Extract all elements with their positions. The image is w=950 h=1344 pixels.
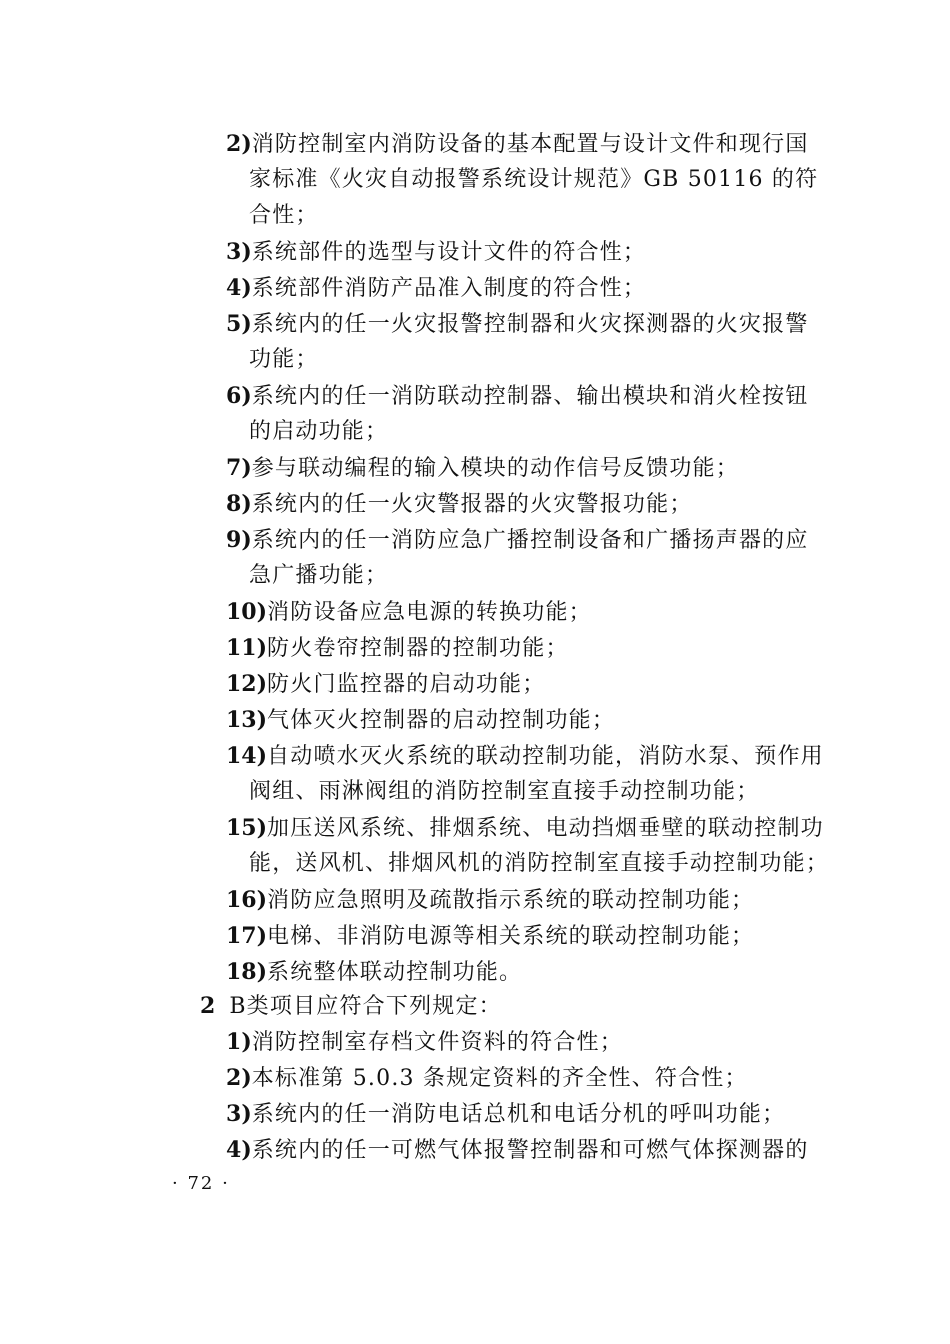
- item-line: 8)系统内的任一火灾警报器的火灾警报功能；: [226, 491, 693, 517]
- item-number: 9: [226, 527, 242, 553]
- item-text: 家标准《火灾自动报警系统设计规范》GB 50116 的符: [249, 167, 819, 192]
- item-number: 2: [226, 131, 242, 157]
- list-item: [226, 522, 826, 594]
- item-text: 能，送风机、排烟风机的消防控制室直接手动控制功能；: [249, 851, 830, 876]
- item-text: 的启动功能；: [249, 419, 389, 444]
- item-line: 2)本标准第 5.0.3 条规定资料的齐全性、符合性；: [226, 1065, 748, 1091]
- item-number: 4: [226, 1137, 242, 1163]
- item-text: 参与联动编程的输入模块的动作信号反馈功能；: [251, 456, 739, 481]
- item-number: 4: [226, 275, 242, 301]
- list-item: [226, 918, 826, 954]
- item-line: 14)自动喷水灭火系统的联动控制功能，消防水泵、预作用: [226, 743, 824, 769]
- item-text: 电梯、非消防电源等相关系统的联动控制功能；: [267, 924, 755, 949]
- list-item: [226, 1096, 826, 1132]
- list-item: [226, 630, 826, 666]
- item-line: 2)消防控制室内消防设备的基本配置与设计文件和现行国: [226, 131, 809, 157]
- list-item: [226, 594, 826, 630]
- item-number: 10: [226, 599, 257, 625]
- list-item: [226, 486, 826, 522]
- item-text: 系统内的任一消防应急广播控制设备和广播扬声器的应: [251, 528, 809, 553]
- item-number: 15: [226, 815, 257, 841]
- item-line: [226, 162, 826, 198]
- item-line: 3)系统内的任一消防电话总机和电话分机的呼叫功能；: [226, 1101, 786, 1127]
- item-number: 2: [226, 1065, 242, 1091]
- item-number: 14: [226, 743, 257, 769]
- item-number: 8: [226, 491, 242, 517]
- item-number: 13: [226, 707, 257, 733]
- item-line: 6)系统内的任一消防联动控制器、输出模块和消火栓按钮: [226, 383, 809, 409]
- item-line: 4)系统内的任一可燃气体报警控制器和可燃气体探测器的: [226, 1137, 809, 1163]
- item-line: 12)防火门监控器的启动功能；: [226, 671, 546, 697]
- item-line: [226, 342, 826, 378]
- item-line: 3)系统部件的选型与设计文件的符合性；: [226, 239, 647, 265]
- item-number: 18: [226, 959, 257, 985]
- list-item: [226, 1024, 826, 1060]
- item-line: 10)消防设备应急电源的转换功能；: [226, 599, 592, 625]
- item-text: 系统部件消防产品准入制度的符合性；: [251, 276, 647, 301]
- list-item: [226, 306, 826, 378]
- item-number: 7: [226, 455, 242, 481]
- item-text: 防火卷帘控制器的控制功能；: [267, 636, 569, 661]
- item-text: 系统内的任一火灾警报器的火灾警报功能；: [251, 492, 693, 517]
- list-item: [226, 666, 826, 702]
- item-line: 1)消防控制室存档文件资料的符合性；: [226, 1029, 623, 1055]
- item-number: 11: [226, 635, 257, 661]
- item-text: 阀组、雨淋阀组的消防控制室直接手动控制功能；: [249, 779, 760, 804]
- list-item: [226, 1060, 826, 1096]
- item-line: 5)系统内的任一火灾报警控制器和火灾探测器的火灾报警: [226, 311, 809, 337]
- item-text: 系统整体联动控制功能。: [267, 960, 523, 985]
- item-text: 系统部件的选型与设计文件的符合性；: [251, 240, 647, 265]
- item-line: [226, 414, 826, 450]
- item-number: 6: [226, 383, 242, 409]
- item-text: 加压送风系统、排烟系统、电动挡烟垂壁的联动控制功: [267, 816, 824, 841]
- item-line: 7)参与联动编程的输入模块的动作信号反馈功能；: [226, 455, 739, 481]
- section-b-heading: [200, 988, 502, 1025]
- item-line: [226, 846, 830, 882]
- item-line: 17)电梯、非消防电源等相关系统的联动控制功能；: [226, 923, 755, 949]
- list-item: [226, 882, 826, 918]
- item-text: 系统内的任一火灾报警控制器和火灾探测器的火灾报警: [251, 312, 809, 337]
- item-text: 系统内的任一消防电话总机和电话分机的呼叫功能；: [251, 1102, 786, 1127]
- list-item: [226, 810, 830, 882]
- list-item: [226, 234, 826, 270]
- item-text: 系统内的任一可燃气体报警控制器和可燃气体探测器的: [251, 1138, 809, 1163]
- list-item: [226, 270, 826, 306]
- item-text: 系统内的任一消防联动控制器、输出模块和消火栓按钮: [251, 384, 809, 409]
- item-text: 消防控制室内消防设备的基本配置与设计文件和现行国: [251, 132, 809, 157]
- item-line: 9)系统内的任一消防应急广播控制设备和广播扬声器的应: [226, 527, 809, 553]
- section-text: B类项目应符合下列规定：: [229, 994, 502, 1019]
- item-line: 18)系统整体联动控制功能。: [226, 959, 523, 985]
- item-number: 3: [226, 1101, 242, 1127]
- list-item: [226, 738, 826, 810]
- section-number: 2: [200, 993, 216, 1019]
- list-item: [226, 702, 826, 738]
- item-number: 1: [226, 1029, 242, 1055]
- list-item: [226, 954, 826, 990]
- item-number: 5: [226, 311, 242, 337]
- item-number: 17: [226, 923, 257, 949]
- item-text: 消防设备应急电源的转换功能；: [267, 600, 592, 625]
- item-text: 消防控制室存档文件资料的符合性；: [251, 1030, 623, 1055]
- item-line: [226, 774, 826, 810]
- item-line: 15)加压送风系统、排烟系统、电动挡烟垂壁的联动控制功: [226, 815, 824, 841]
- item-line: 11)防火卷帘控制器的控制功能；: [226, 635, 569, 661]
- page-number: · 72 ·: [172, 1173, 230, 1194]
- item-line: 13)气体灭火控制器的启动控制功能；: [226, 707, 616, 733]
- list-item: [226, 1132, 826, 1168]
- item-text: 急广播功能；: [249, 563, 389, 588]
- item-line: [226, 558, 826, 594]
- item-number: 12: [226, 671, 257, 697]
- item-number: 3: [226, 239, 242, 265]
- list-item: [226, 378, 826, 450]
- item-text: 合性；: [249, 203, 319, 228]
- item-text: 防火门监控器的启动功能；: [267, 672, 546, 697]
- item-line: 16)消防应急照明及疏散指示系统的联动控制功能；: [226, 887, 755, 913]
- item-number: 16: [226, 887, 257, 913]
- list-item: [226, 450, 826, 486]
- list-item: [226, 126, 826, 234]
- item-text: 功能；: [249, 347, 319, 372]
- item-text: 气体灭火控制器的启动控制功能；: [267, 708, 616, 733]
- item-line: 4)系统部件消防产品准入制度的符合性；: [226, 275, 647, 301]
- item-text: 本标准第 5.0.3 条规定资料的齐全性、符合性；: [251, 1066, 748, 1091]
- item-text: 自动喷水灭火系统的联动控制功能，消防水泵、预作用: [267, 744, 824, 769]
- item-text: 消防应急照明及疏散指示系统的联动控制功能；: [267, 888, 755, 913]
- item-line: [226, 198, 826, 234]
